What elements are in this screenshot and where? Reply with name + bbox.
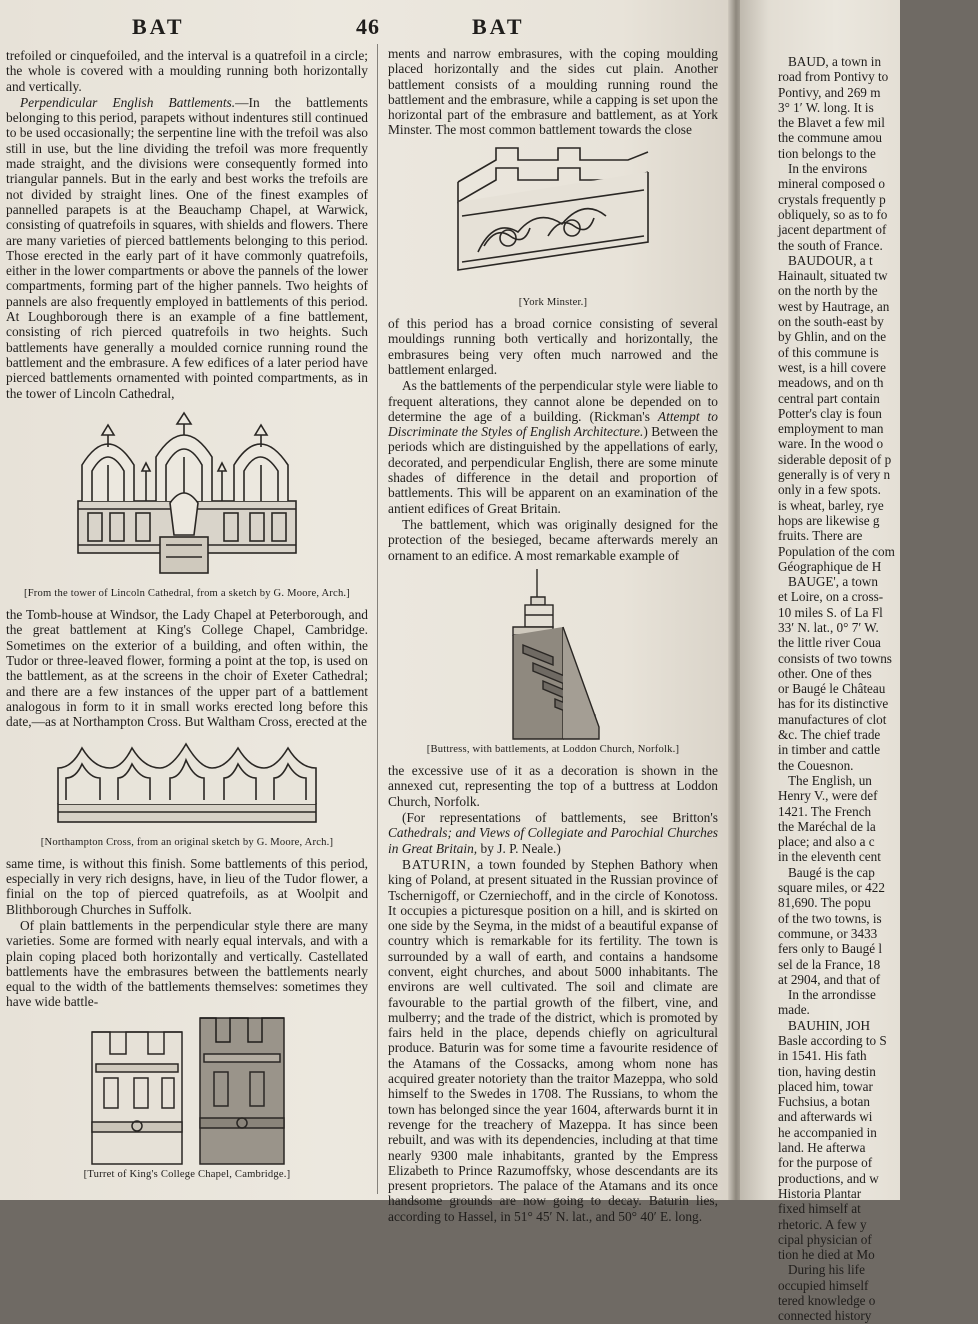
right-column-line: the little river Coua	[778, 635, 881, 651]
right-column-line: fixed himself at	[778, 1201, 861, 1217]
right-column-line: tion he died at Mo	[778, 1247, 875, 1263]
paragraph	[388, 857, 718, 1224]
right-column-line: fers only to Baugé l	[778, 941, 883, 957]
paragraph: As the battlements of the perpendicular style were liable to frequent alterations, they cannot alone be depended on to determine the age of a building. (Rickman's Attempt to Discriminate the Styles of English Architecture.) Between the periods which are distinguished by the appellations of early, decorated, and perpendicular English, there are some minute shades of difference in the detail and proportion of battlements. This will be apparent on an examination of the antient edifices of Great Britain.	[388, 378, 718, 516]
right-column-line: manufactures of clot	[778, 711, 887, 727]
right-column-line: on the south-east by	[778, 314, 884, 330]
right-column-line: jacent department of	[778, 222, 887, 238]
right-column-line: of the two towns, is	[778, 910, 882, 926]
right-column-line: for the purpose of	[778, 1155, 873, 1171]
right-column-line: cipal physician of	[778, 1231, 872, 1247]
figure-caption: [Buttress, with battlements, at Loddon Church, Norfolk.]	[426, 743, 680, 755]
right-column-line: productions, and w	[778, 1170, 879, 1186]
right-column	[778, 54, 978, 1324]
right-column-line: sel de la France, 18	[778, 956, 881, 972]
right-column-line: the Couesnon.	[778, 757, 854, 773]
right-column-line: Population of the com	[778, 543, 895, 559]
figure-caption: [Turret of King's College Chapel, Cambridge.]	[83, 1168, 291, 1180]
right-column-line: commune, or 3433	[778, 925, 878, 941]
right-column-line: ware. In the wood o	[778, 436, 884, 452]
right-column-line: hops are likewise g	[778, 512, 880, 528]
right-column-line: 10 miles S. of La Fl	[778, 604, 883, 620]
right-column-line: tered knowledge o	[778, 1293, 876, 1309]
figure-caption: [Northampton Cross, from an original sketch by G. Moore, Arch.]	[40, 836, 334, 848]
figure-caption: [From the tower of Lincoln Cathedral, from a sketch by G. Moore, Arch.]	[23, 587, 351, 599]
paragraph: same time, is without this finish. Some battlements of this period, especially in very rich designs, have, in lieu of the Tudor flower, a finial on the top of pierced quatrefoils, as at Woolpit and Blithborough Churches in Suffolk.	[6, 855, 368, 917]
right-column-line: connected history	[778, 1308, 872, 1324]
right-column-line: Historia Plantar	[778, 1185, 862, 1201]
right-column-line: the Blavet a few mil	[778, 115, 885, 131]
right-column-line: tion belongs to the	[778, 145, 876, 161]
york-minster-battlement-figure	[448, 142, 658, 292]
italic-title: Cathedrals; and Views of Collegiate and Parochial Churches in Great Britain,	[388, 825, 718, 856]
right-column-line: in 1541. His fath	[778, 1048, 867, 1064]
right-column-line: made.	[778, 1002, 810, 1018]
right-column-line: square miles, or 422	[778, 880, 885, 896]
right-column-line: has for its distinctive	[778, 696, 889, 712]
right-column-line: the Maréchal de la	[778, 818, 876, 834]
right-column-line: In the environs	[788, 161, 868, 177]
right-column-line: generally is of very n	[778, 467, 891, 483]
entry-heading: BATURIN,	[402, 856, 472, 872]
middle-column	[388, 46, 718, 1224]
kings-college-turret-figure	[82, 1014, 292, 1164]
right-column-line: central part contain	[778, 390, 880, 406]
right-column-line: he accompanied in	[778, 1124, 877, 1140]
paragraph: the Tomb-house at Windsor, the Lady Chapel at Peterborough, and the great battlement at King's College Chapel, Cambridge. Sometimes on the exterior of a building, and often within, the Tudor or three-leaved flower, forming a point at the top, is used on the battlement, as at the screens in the choir of Exeter Cathedral; and there are a few instances of the upper part of a battlement analogous in form to it in small works erected long before this date,—as at Northampton Cross. But Waltham Cross, erected at the	[6, 607, 368, 730]
right-column-line: 1421. The French	[778, 803, 872, 819]
right-column-line: et Loire, on a cross-	[778, 589, 884, 605]
page-number: 46	[356, 14, 380, 39]
right-column-line: BAUDOUR, a t	[788, 252, 873, 268]
right-column-line: fruits. There are	[778, 528, 863, 544]
right-column-line: BAUHIN, JOH	[788, 1017, 871, 1033]
right-column-line: Basle according to S	[778, 1033, 887, 1048]
right-column-line: Fuchsius, a botan	[778, 1094, 870, 1110]
paragraph	[6, 95, 368, 401]
paragraph: The battlement, which was originally designed for the protection of the besieged, became afterwards merely an ornament to an edifice. A most remarkable example of	[388, 516, 718, 563]
figure-caption: [York Minster.]	[518, 296, 588, 308]
right-column-line: BAUGE', a town	[788, 574, 878, 590]
right-column-line: BAUD, a town in	[788, 54, 882, 69]
book-page-right	[740, 0, 900, 1324]
paragraph: trefoiled or cinquefoiled, and the interval is a quatrefoil in a circle; the whole is covered with a moulding running both horizontally and vertically.	[6, 48, 368, 94]
right-column-line: west by Hautrage, an	[778, 298, 890, 314]
column-rule	[377, 44, 378, 1194]
right-column-line: Potter's clay is foun	[778, 405, 882, 421]
right-column-line: other. One of thes	[778, 665, 872, 681]
right-column-line: Hainault, situated tw	[778, 268, 888, 284]
northampton-cross-battlement-figure	[52, 734, 322, 832]
right-column-line: employment to man	[778, 421, 884, 437]
right-column-line: the commune amou	[778, 130, 883, 146]
right-column-line: obliquely, so as to fo	[778, 206, 888, 222]
right-column-line: only in a few spots.	[778, 482, 881, 498]
right-column-line: 3° 1′ W. long. It is	[778, 99, 874, 115]
entry-body: a town founded by Stephen Bathory when king of Poland, at present situated in the Russian province of Tschernigoff, or Czerniechoff, and in the circle of Konotoss. It occupies a picturesque position on a hill, and is skirted on one side by the Seyma, in the midst of a beautiful expanse of country which is remarkable for its fertility. The town is surrounded by a wall of earth, and contains a handsome convent, eight churches, and about 5000 inhabitants. The environs are well cultivated. The soil and climate are favourable to the partial growth of the filbert, vine, and mulberry; and the trade of the district, which is promoted by fairs held in the place, depends chiefly on agricultural produce. Baturin was for some time a favourite residence of the Atamans of the Cossacks, among whom none has acquired greater notoriety than the traitor Mazeppa, who sold himself to the Swedes in 1708. The Russians, to whom the town has belonged since the year 1604, afterwards burnt it in revenge for the treachery of Mazeppa. It has since been rebuilt, and was with its dependencies, including at that time nearly 9300 male inhabitants, granted by the Empress Elizabeth to Prince Razumoffsky, whose descendants are its present proprietors. The palace of the Atamans and its once handsome grounds are now going to decay. Baturin lies, according to Hassel, in 51° 45′ N. lat., and 50° 40′ E. long.	[388, 856, 718, 1224]
right-column-line: 33′ N. lat., 0° 7′ W.	[778, 619, 879, 635]
paragraph: of this period has a broad cornice consisting of several mouldings running both vertically and horizontally, the embrasures being very often much narrowed and the battlement enlarged.	[388, 316, 718, 377]
paragraph: the excessive use of it as a decoration is shown in the annexed cut, representing the top of a buttress at Loddon Church, Norfolk.	[388, 763, 718, 809]
right-column-line: or Baugé le Château	[778, 681, 886, 697]
right-column-line: west, is a hill covere	[778, 359, 887, 375]
right-column-line: and afterwards wi	[778, 1109, 873, 1125]
right-column-line: siderable deposit of p	[778, 451, 892, 467]
right-column-line: In the arrondisse	[788, 987, 876, 1003]
right-column-line: by Ghlin, and on the	[778, 329, 887, 345]
running-head-left: BAT	[132, 14, 185, 39]
right-column-line: During his life	[788, 1262, 865, 1278]
paragraph: Of plain battlements in the perpendicular style there are many varieties. Some are formed with nearly equal intervals, and with a plain coping placed both horizontally and vertically. Castellated battlements have the embrasures between the battlements nearly equal to the width of the battlements themselves: sometimes they have wide battle-	[6, 917, 368, 1010]
section-heading: Perpendicular English Battlements.	[20, 94, 236, 110]
paragraph-body: —In the battlements belonging to this period, parapets without indentures still continued to be used occasionally; the serpentine line with the trefoil was also still in use, but the line dividing the trefoil was more frequently made straight, and the divisions were consequently formed into triangular pannels. But in the early and best works the trefoils are not divided by straight lines. One of the finest examples of pannelled parapets is at the Beauchamp Chapel, at Warwick, consisting of quatrefoils in squares, with shields and flowers. There are many varieties of pierced battlements belonging to this period. Those erected in the early part of it have commonly quatrefoils, either in the lower compartments or above the pannels of the lower compartments, forming part of the higher pannels. Two heights of pannels are also frequently employed in battlements of this period. At Loughborough there is an example of a fine battlement, consisting of rich pierced quatrefoils in two heights. Such battlements have generally a moulded cornice running round the battlement and the embrasure. A few edifices of a later period have pierced battlements ornamented with pointed compartments, as in the tower of Lincoln Cathedral,	[6, 94, 368, 401]
right-column-line: occupied himself	[778, 1277, 869, 1293]
right-column-line: land. He afterwa	[778, 1140, 866, 1156]
right-column-line: place; and also a c	[778, 834, 875, 850]
right-column-line: 81,690. The popu	[778, 895, 871, 911]
right-column-line: road from Pontivy to	[778, 69, 889, 85]
lincoln-cathedral-battlement-figure	[62, 405, 312, 583]
right-column-line: Henry V., were def	[778, 788, 878, 804]
left-column	[6, 48, 368, 1188]
running-head-right: BAT	[472, 14, 525, 39]
right-column-line: at 2904, and that of	[778, 971, 881, 987]
right-column-line: meadows, and on th	[778, 375, 884, 391]
paragraph: (For representations of battlements, see Britton's Cathedrals; and Views of Collegiate and Parochial Churches in Great Britain, by J. P. Neale.)	[388, 810, 718, 856]
right-column-line: tion, having destin	[778, 1063, 876, 1079]
right-column-line: The English, un	[788, 772, 872, 788]
right-column-line: on the north by the	[778, 283, 878, 299]
right-column-line: rhetoric. A few y	[778, 1216, 867, 1232]
loddon-buttress-figure	[503, 567, 603, 739]
right-column-line: mineral composed o	[778, 176, 885, 192]
italic-title: Attempt to Discriminate the Styles of English Architecture.	[388, 408, 718, 440]
right-column-line: Géographique de H	[778, 558, 882, 574]
right-column-line: crystals frequently p	[778, 191, 886, 207]
right-column-line: &c. The chief trade	[778, 727, 881, 743]
right-column-line: in timber and cattle	[778, 742, 881, 758]
right-column-line: consists of two towns	[778, 650, 892, 666]
right-column-line: is wheat, barley, rye	[778, 497, 884, 513]
right-column-line: Baugé is the cap	[788, 864, 875, 880]
right-column-line: of this commune is	[778, 344, 879, 360]
paragraph: ments and narrow embrasures, with the coping moulding placed horizontally and the sides cut plain. Another battlement consists of a moulding running round the battlement and the embrasure, while a capping is set upon the horizontal part of the embrasure and battlement, as at York Minster. The most common battlement towards the close	[388, 46, 718, 138]
right-column-line: placed him, towar	[778, 1078, 873, 1094]
right-column-line: in the eleventh cent	[778, 849, 881, 865]
right-column-line: the south of France.	[778, 237, 883, 253]
right-column-line: Pontivy, and 269 m	[778, 84, 881, 100]
